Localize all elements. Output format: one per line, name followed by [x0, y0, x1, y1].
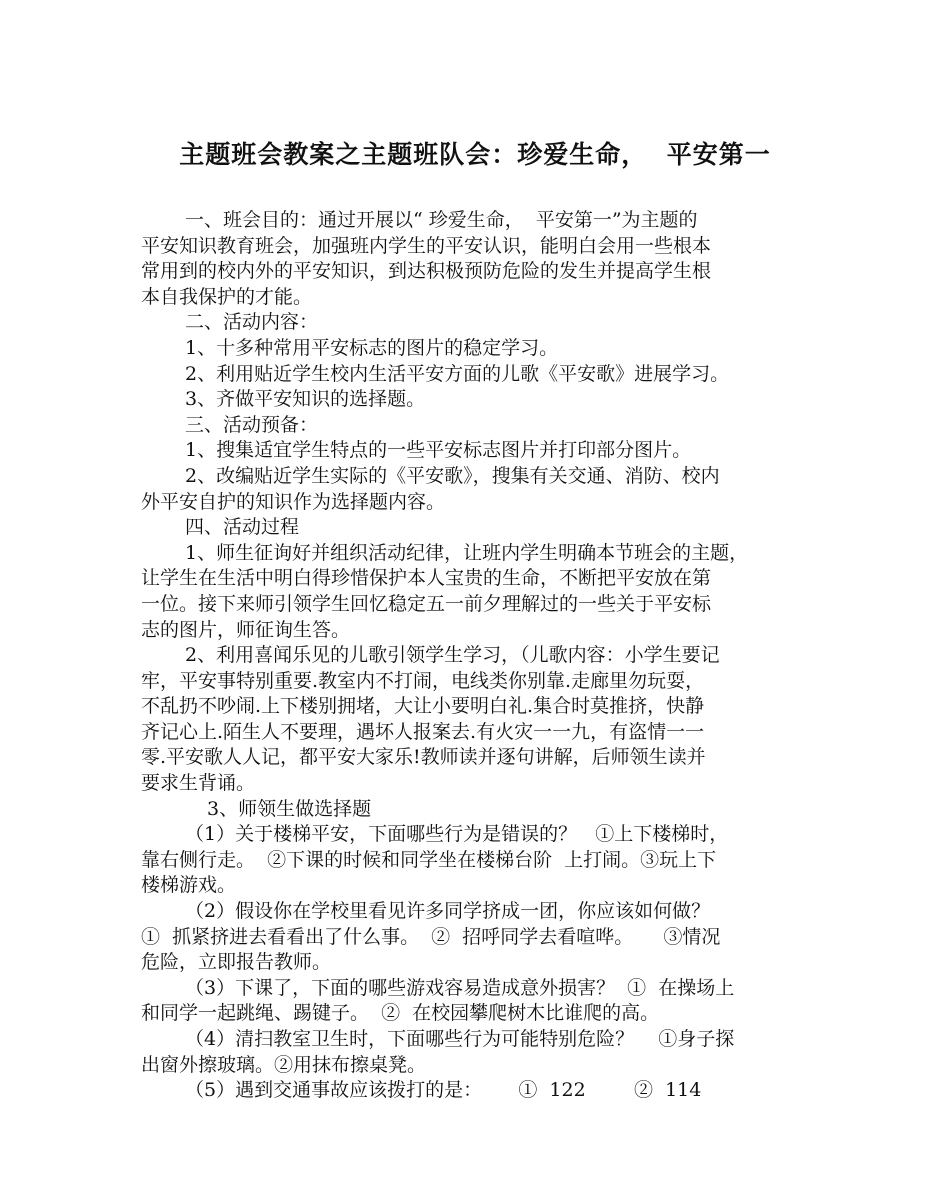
- section-heading: 三、活动预备：: [185, 413, 319, 436]
- section-heading: 四、活动过程: [185, 516, 300, 539]
- paragraph-line: 让学生在生活中明白得珍惜保护本人宝贵的生命，不断把平安放在第: [141, 567, 712, 590]
- list-item: 1、师生征询好并组织活动纪律，让班内学生明确本节班会的主题，: [185, 541, 749, 564]
- paragraph-line: ① 抓紧挤进去看看出了什么事。 ② 招呼同学去看喧哗。 ③情况: [141, 925, 721, 948]
- paragraph-line: 不乱扔不吵闹.上下楼别拥堵，大让小要明白礼.集合时莫推挤，快静: [141, 695, 705, 718]
- paragraph-line: 平安知识教育班会，加强班内学生的平安认识，能明白会用一些根本: [141, 234, 712, 257]
- paragraph-line: 楼梯游戏。: [141, 874, 237, 897]
- paragraph-line: 齐记心上.陌生人不要理，遇坏人报案去.有火灾一一九，有盗情一一: [141, 720, 705, 743]
- question-line: （4）清扫教室卫生时，下面哪些行为可能特别危险？ ①身子探: [185, 1028, 735, 1050]
- list-item: 1、十多种常用平安标志的图片的稳定学习。: [185, 336, 559, 359]
- paragraph-line: 零.平安歌人人记，都平安大家乐!教师读并逐句讲解，后师领生读并: [141, 746, 706, 769]
- question-line: （5）遇到交通事故应该拨打的是： ① 122 ② 114: [185, 1079, 702, 1102]
- paragraph-line: 常用到的校内外的平安知识，到达积极预防危险的发生并提高学生根: [141, 260, 712, 283]
- paragraph-line: 要求生背诵。: [141, 772, 256, 795]
- section-heading: 二、活动内容：: [185, 311, 319, 334]
- paragraph-line: 一位。接下来师引领学生回忆稳定五一前夕理解过的一些关于平安标: [141, 592, 712, 615]
- paragraph-line: 靠右侧行走。 ②下课的时候和同学坐在楼梯台阶 上打闹。③玩上下: [141, 848, 717, 871]
- list-item: 1、搜集适宜学生特点的一些平安标志图片并打印部分图片。: [185, 439, 692, 462]
- question-line: （1）关于楼梯平安，下面哪些行为是错误的？ ①上下楼梯时，: [185, 823, 729, 846]
- document-body: [141, 208, 821, 1104]
- list-item: 2、利用喜闻乐见的儿歌引领学生学习，（儿歌内容：小学生要记: [185, 644, 720, 667]
- question-line: （2）假设你在学校里看见许多同学挤成一团，你应该如何做？: [185, 900, 711, 923]
- paragraph-line: 本自我保护的才能。: [141, 285, 313, 308]
- question-line: （3）下课了，下面的哪些游戏容易造成意外损害？ ① 在操场上: [185, 976, 735, 999]
- paragraph-line: 一、班会目的：通过开展以“ 珍爱生命， 平安第一”为主题的: [185, 209, 698, 231]
- paragraph-line: 和同学一起跳绳、踢键子。 ② 在校园攀爬树木比谁爬的高。: [141, 1002, 660, 1025]
- list-item: 3、齐做平安知识的选择题。: [185, 388, 426, 411]
- paragraph-line: 外平安自护的知识作为选择题内容。: [141, 490, 446, 513]
- paragraph-line: 志的图片，师征询生答。: [141, 618, 351, 641]
- paragraph-line: 牢，平安事特别重要.教室内不打闹，电线类你别靠.走廊里勿玩耍，: [141, 669, 705, 692]
- list-item: 2、利用贴近学生校内生活平安方面的儿歌《平安歌》进展学习。: [185, 362, 730, 385]
- list-item: 3、师领生做选择题: [207, 797, 372, 820]
- paragraph-line: 出窗外擦玻璃。②用抹布擦桌凳。: [141, 1053, 427, 1076]
- paragraph-line: 危险，立即报告教师。: [141, 951, 332, 974]
- list-item: 2、改编贴近学生实际的《平安歌》，搜集有关交通、消防、校内: [185, 464, 720, 487]
- document-title: 主题班会教案之主题班队会：珍爱生命， 平安第一: [179, 140, 771, 169]
